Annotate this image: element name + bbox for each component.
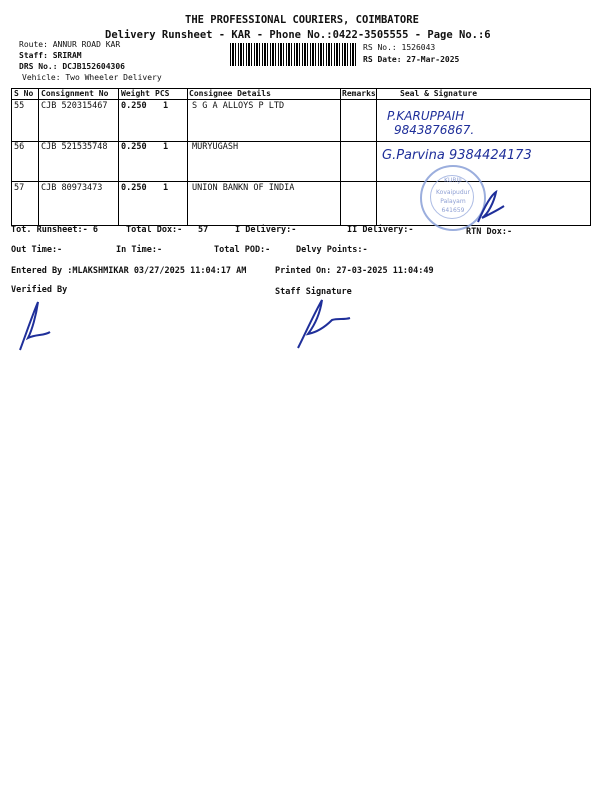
handwritten-name: P.KARUPPAIH	[387, 109, 465, 123]
col-remarks: Remarks	[342, 89, 376, 98]
printed-on: Printed On: 27-03-2025 11:04:49	[275, 266, 434, 276]
total-pod: Total POD:-	[214, 245, 271, 255]
total-dox-label: Total Dox:-	[126, 225, 183, 235]
staff-signature	[292, 294, 354, 350]
handwritten-phone: 9843876867.	[394, 123, 475, 137]
barcode	[230, 43, 356, 66]
row-pcs: 1	[163, 142, 169, 152]
row-pcs: 1	[163, 101, 169, 111]
staff-label: Staff: SRIRAM	[19, 51, 82, 60]
col-signature: Seal & Signature	[400, 89, 478, 98]
vehicle-label: Vehicle: Two Wheeler Delivery	[22, 73, 162, 82]
staff-signature-label: Staff Signature	[275, 287, 352, 297]
col-sno: S No	[14, 89, 34, 98]
company-title: THE PROFESSIONAL COURIERS, COIMBATORE	[185, 14, 419, 26]
in-time: In Time:-	[116, 245, 163, 255]
row-consignment: CJB 520315467	[41, 101, 108, 111]
total-dox-value: 57	[198, 225, 209, 235]
col-consignee: Consignee Details	[189, 89, 271, 98]
row-consignee: S G A ALLOYS P LTD	[192, 101, 285, 111]
route-label: Route: ANNUR ROAD KAR	[19, 40, 121, 49]
row-consignment: CJB 521535748	[41, 142, 108, 152]
post-office-stamp: KURIJI Kovaipudur Palayam 641659	[420, 165, 486, 231]
rtn-dox: RTN Dox:-	[466, 227, 513, 237]
row-sno: 56	[14, 142, 25, 152]
entered-by: Entered By :MLAKSHMIKAR 03/27/2025 11:04:17 AM	[11, 266, 247, 276]
row-weight: 0.250	[121, 142, 147, 152]
row-sno: 55	[14, 101, 25, 111]
col-consignment: Consignment No	[41, 89, 109, 98]
delvy-points: Delvy Points:-	[296, 245, 368, 255]
verified-by: Verified By	[11, 285, 68, 295]
row-weight: 0.250	[121, 183, 147, 193]
row-weight: 0.250	[121, 101, 147, 111]
drs-label: DRS No.: DCJB152604306	[19, 62, 125, 71]
row-consignee: MURYUGASH	[192, 142, 239, 152]
rs-no: RS No.: 1526043	[363, 43, 436, 52]
ii-delivery: II Delivery:-	[347, 225, 414, 235]
col-pcs: PCS	[155, 89, 170, 98]
i-delivery: I Delivery:-	[235, 225, 297, 235]
row-consignment: CJB 80973473	[41, 183, 103, 193]
row-consignee: UNION BANKN OF INDIA	[192, 183, 295, 193]
handwritten-receiver: G.Parvina 9384424173	[382, 148, 532, 163]
row3-signature	[470, 188, 510, 228]
rs-date: RS Date: 27-Mar-2025	[363, 55, 460, 64]
row-pcs: 1	[163, 183, 169, 193]
col-weight: Weight	[121, 89, 150, 98]
row-sno: 57	[14, 183, 25, 193]
tot-runsheet: Tot. Runsheet:- 6	[11, 225, 98, 235]
runsheet-subtitle: Delivery Runsheet - KAR - Phone No.:0422-3505555 - Page No.:6	[105, 29, 491, 41]
verified-by-signature	[14, 298, 54, 354]
out-time: Out Time:-	[11, 245, 63, 255]
